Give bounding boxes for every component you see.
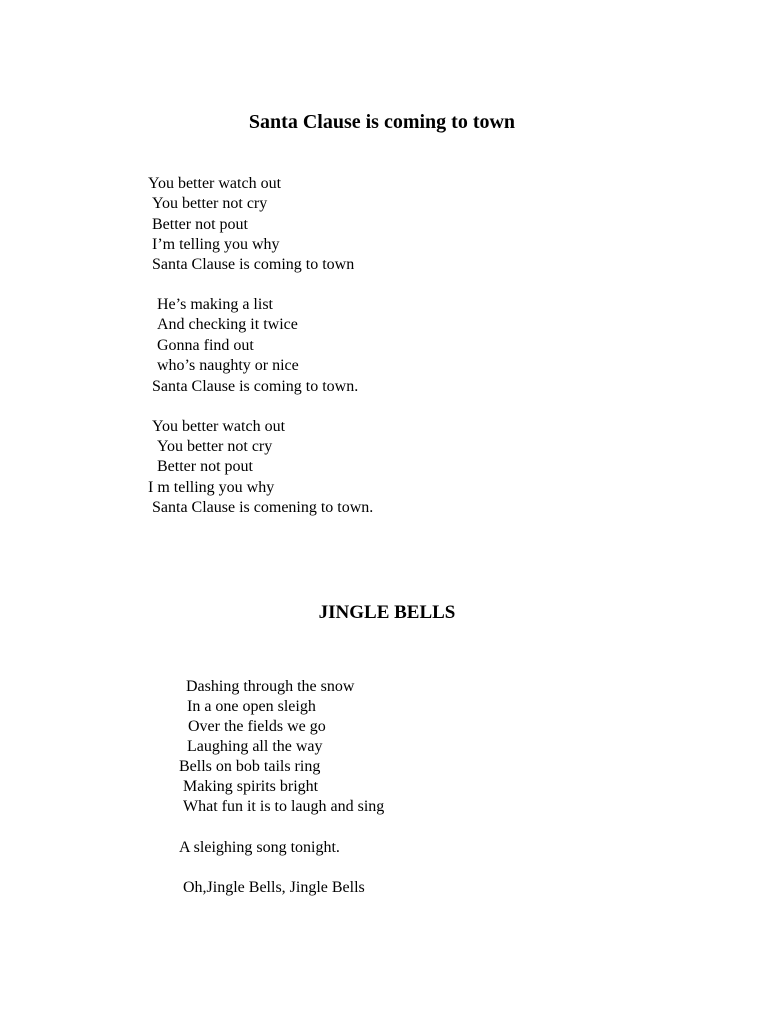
lyric-line: Gonna find out [157, 337, 254, 354]
lyric-line: I’m telling you why [152, 236, 280, 253]
lyric-line: You better watch out [152, 418, 286, 435]
lyric-line: Dashing through the snow [186, 678, 355, 695]
lyric-line: A sleighing song tonight. [179, 839, 340, 856]
lyric-line: who’s naughty or nice [157, 357, 299, 374]
song-title-santa: Santa Clause is coming to town [248, 111, 516, 133]
song-title-jingle-bells: JINGLE BELLS [318, 602, 456, 623]
lyric-line: Better not pout [152, 216, 248, 233]
lyric-line: You better watch out [148, 175, 282, 192]
lyric-line: You better not cry [152, 195, 268, 212]
lyric-line: In a one open sleigh [187, 698, 316, 715]
lyric-line: Santa Clause is coming to town [152, 256, 355, 273]
lyric-line: Better not pout [157, 458, 253, 475]
lyric-line: Santa Clause is comening to town. [152, 499, 374, 516]
lyric-line: Over the fields we go [188, 718, 326, 735]
lyric-line: Oh,Jingle Bells, Jingle Bells [183, 879, 365, 896]
lyric-line: I m telling you why [148, 479, 275, 496]
lyric-line: Santa Clause is coming to town. [152, 378, 359, 395]
lyric-line: Bells on bob tails ring [179, 758, 321, 775]
lyric-line: Laughing all the way [187, 738, 323, 755]
lyric-line: What fun it is to laugh and sing [183, 798, 385, 815]
lyric-line: Making spirits bright [183, 778, 319, 795]
lyric-line: He’s making a list [157, 296, 273, 313]
lyric-line: And checking it twice [157, 316, 298, 333]
lyric-line: You better not cry [157, 438, 273, 455]
